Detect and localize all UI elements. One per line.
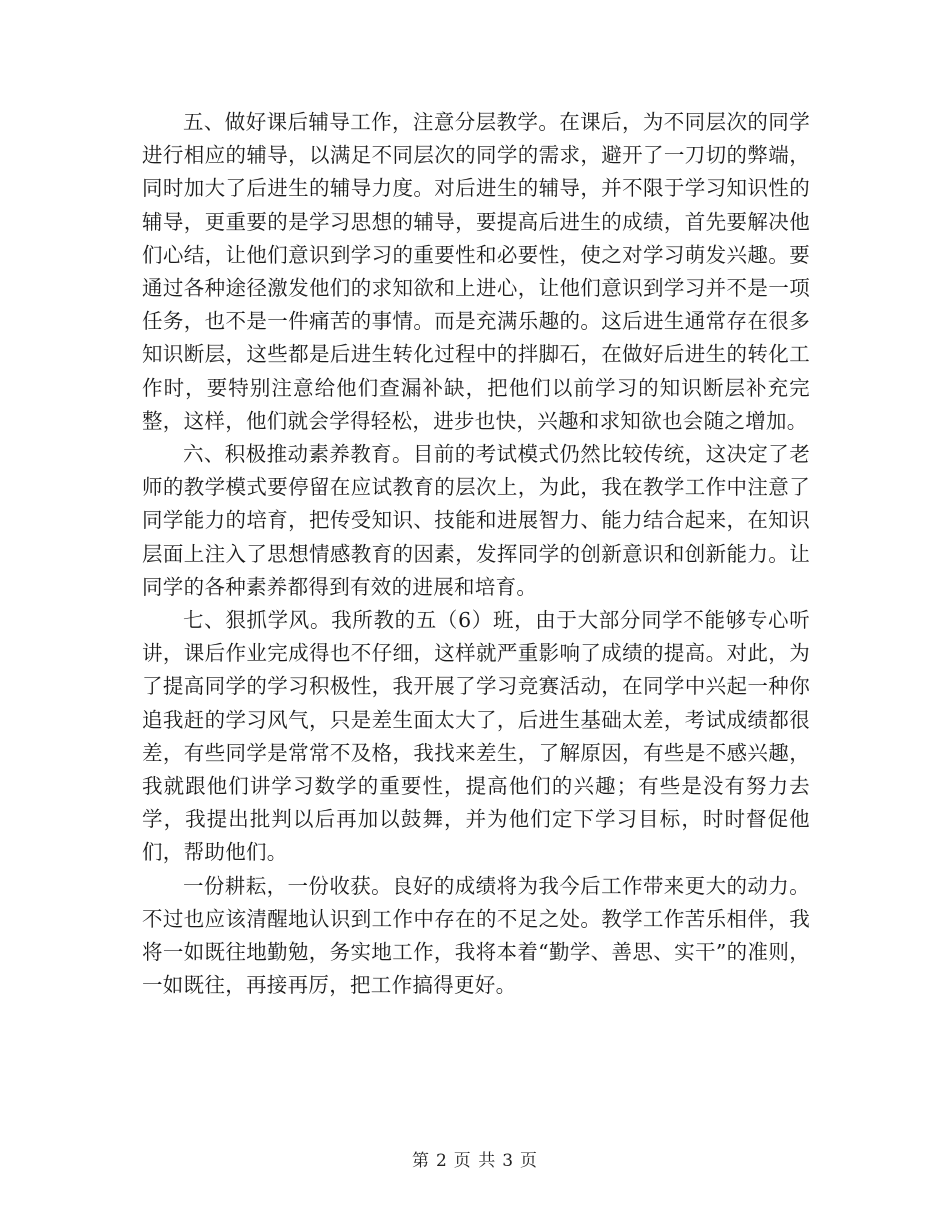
page-total: 3 [502, 1151, 515, 1171]
document-body [142, 106, 810, 1002]
page-number: 2 [435, 1151, 448, 1171]
page-footer [0, 1146, 950, 1171]
paragraph-quality-education: 六、积极推动素养教育。目前的考试模式仍然比较传统，这决定了老师的教学模式要停留在应试教育的层次上，为此，我在教学工作中注意了同学能力的培育，把传受知识、技能和进展智力、能力结合起来，在知识层面上注入了思想情感教育的因素，发挥同学的创新意识和创新能力。让同学的各种素养都得到有效的进展和培育。 [142, 442, 810, 599]
page-footer-suffix: 页 [520, 1151, 539, 1171]
page-footer-prefix: 第 [411, 1151, 430, 1171]
paragraph-tutoring: 五、做好课后辅导工作，注意分层教学。在课后，为不同层次的同学进行相应的辅导，以满足不同层次的同学的需求，避开了一刀切的弊端，同时加大了后进生的辅导力度。对后进生的辅导，并不限于学习知识性的辅导，更重要的是学习思想的辅导，要提高后进生的成绩，首先要解决他们心结，让他们意识到学习的重要性和必要性，使之对学习萌发兴趣。要通过各种途径激发他们的求知欲和上进心，让他们意识到学习并不是一项任务，也不是一件痛苦的事情。而是充满乐趣的。这后进生通常存在很多知识断层，这些都是后进生转化过程中的拌脚石，在做好后进生的转化工作时，要特别注意给他们查漏补缺，把他们以前学习的知识断层补充完整，这样，他们就会学得轻松，进步也快，兴趣和求知欲也会随之增加。 [142, 110, 810, 433]
page-footer-middle: 页 共 [453, 1151, 497, 1171]
paragraph-conclusion: 一份耕耘，一份收获。良好的成绩将为我今后工作带来更大的动力。不过也应该清醒地认识到工作中存在的不足之处。教学工作苦乐相伴，我将一如既往地勤勉，务实地工作，我将本着“勤学、善思、实干”的准则，一如既往，再接再厉，把工作搞得更好。 [142, 873, 810, 998]
paragraph-study-style: 七、狠抓学风。我所教的五（6）班，由于大部分同学不能够专心听讲，课后作业完成得也不仔细，这样就严重影响了成绩的提高。对此，为了提高同学的学习积极性，我开展了学习竞赛活动，在同学中兴起一种你追我赶的学习风气，只是差生面太大了，后进生基础太差，考试成绩都很差，有些同学是常常不及格，我找来差生，了解原因，有些是不感兴趣，我就跟他们讲学习数学的重要性，提高他们的兴趣；有些是没有努力去学，我提出批判以后再加以鼓舞，并为他们定下学习目标，时时督促他们，帮助他们。 [142, 608, 810, 865]
